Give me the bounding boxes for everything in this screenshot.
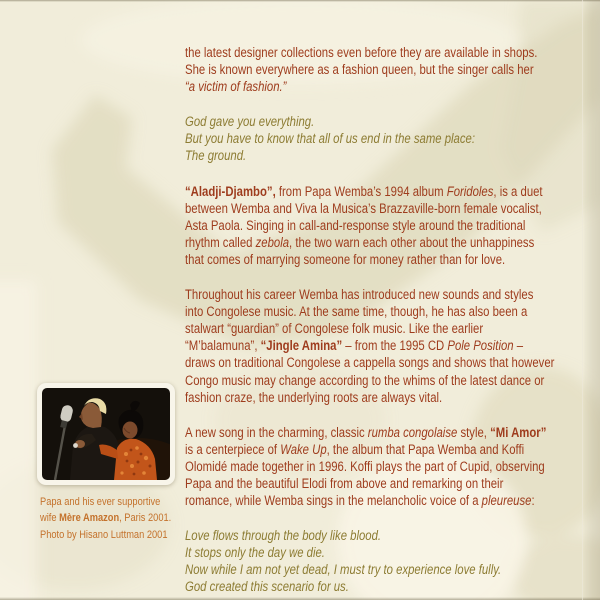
text-segment: fashion craze, the underlying roots are always vital. (185, 389, 443, 405)
text-segment: A new song in the charming, classic (185, 424, 368, 440)
text-segment: God created this scenario for us. (185, 579, 349, 595)
text-segment: between Wemba and Viva la Musica’s Brazzaville-born female vocalist, (185, 200, 542, 216)
text-segment: Throughout his career Wemba has introduced new sounds and styles (185, 287, 534, 303)
text-segment: Pole Position (447, 338, 514, 354)
text-segment: Foridoles (446, 183, 494, 199)
text-segment: Papa and the beautiful Elodi from above and remarking on their (185, 475, 504, 491)
paragraph-verse (185, 113, 600, 164)
text-segment: Mère Amazon (59, 512, 120, 525)
text-line (185, 320, 600, 337)
text-segment: But you have to know that all of us end in the same place: (185, 131, 475, 147)
text-segment: Photo by Hisano Luttman 2001 (40, 528, 168, 541)
text-line (185, 527, 600, 544)
text-segment: Asta Paola. Singing in call-and-response style around the traditional (185, 217, 526, 233)
text-segment: “Aladji-Djambo”, (185, 183, 276, 199)
text-line (40, 527, 203, 543)
text-line (185, 372, 600, 389)
text-segment: from Papa Wemba’s 1994 album (275, 183, 447, 199)
text-line (185, 61, 600, 78)
text-segment: the latest designer collections even before they are available in shops. (185, 45, 538, 60)
paragraph-prose (185, 286, 600, 406)
text-segment: , Paris 2001. (119, 512, 172, 525)
text-segment: : (531, 493, 535, 509)
text-segment: that comes of marrying someone for money rather than for love. (185, 251, 506, 267)
text-line (185, 424, 600, 441)
text-line (185, 78, 600, 95)
text-line (185, 113, 600, 130)
text-line (185, 251, 600, 268)
text-segment: The ground. (185, 148, 247, 164)
text-segment: stalwart “guardian” of Congolese folk music. Like the earlier (185, 321, 484, 337)
text-line (40, 510, 203, 526)
text-segment: , the two warn each other about the unhappiness (289, 234, 535, 250)
text-segment: into Congolese music. At the same time, though, he has also been a (185, 304, 528, 320)
text-segment: pleureuse (481, 493, 532, 509)
text-line (185, 217, 600, 234)
text-line (185, 389, 600, 406)
text-segment: rumba congolaise (367, 424, 458, 440)
photo-caption (40, 494, 203, 543)
text-segment: , is a duet (493, 183, 543, 199)
paragraph-verse (185, 527, 600, 595)
text-segment: Congo music may change according to the whims of the latest dance or (185, 372, 545, 388)
text-line (185, 337, 600, 354)
text-line (185, 441, 600, 458)
text-segment: is a centerpiece of (185, 441, 281, 457)
text-segment: Papa and his ever supportive (40, 496, 161, 508)
text-line (40, 494, 203, 510)
text-segment: Olomidé made together in 1996. Koffi plays the part of Cupid, observing (185, 458, 545, 474)
text-segment: rhythm called (185, 234, 256, 250)
text-segment: “Jingle Amina” (260, 338, 343, 354)
text-segment: draws on traditional Congolese a cappella songs and shows that however (185, 355, 555, 371)
text-segment: – (513, 338, 524, 354)
text-line (185, 183, 600, 200)
photo-papa-wemba-and-wife (37, 383, 175, 485)
text-segment: Wake Up (280, 441, 327, 457)
paragraph-prose (185, 424, 600, 509)
paragraph-prose (185, 183, 600, 268)
text-line (185, 544, 600, 561)
text-segment: “M’balamuna”, (185, 338, 261, 354)
text-line (185, 561, 600, 578)
text-line (185, 475, 600, 492)
text-segment: zebola (255, 234, 290, 250)
text-line (185, 44, 600, 61)
text-line (185, 458, 600, 475)
text-segment: “Mi Amor” (490, 424, 547, 440)
text-segment: , the album that Papa Wemba and Koffi (326, 441, 525, 457)
text-line (185, 578, 600, 595)
text-segment: Now while I am not yet dead, I must try to experience love fully. (185, 562, 502, 578)
text-segment: God gave you everything. (185, 114, 315, 130)
text-segment: She is known everywhere as a fashion queen, but the singer calls her (185, 62, 534, 78)
text-line (185, 286, 600, 303)
text-segment: style, (457, 424, 491, 440)
text-segment: romance, while Wemba sings in the melancholic voice of a (185, 493, 482, 509)
text-line (185, 303, 600, 320)
text-line (185, 130, 600, 147)
photo-image (42, 388, 170, 480)
text-segment: wife (40, 512, 60, 525)
paragraph-prose (185, 44, 600, 95)
text-line (185, 200, 600, 217)
text-line (185, 234, 600, 251)
text-segment: Love flows through the body like blood. (185, 528, 382, 544)
text-segment: – from the 1995 CD (342, 338, 448, 354)
text-line (185, 147, 600, 164)
text-line (185, 492, 600, 509)
text-segment: “a victim of fashion.” (185, 79, 287, 95)
page-top-edge (0, 0, 600, 2)
text-segment: It stops only the day we die. (185, 545, 325, 561)
liner-notes-text (185, 44, 600, 600)
text-line (185, 354, 600, 371)
